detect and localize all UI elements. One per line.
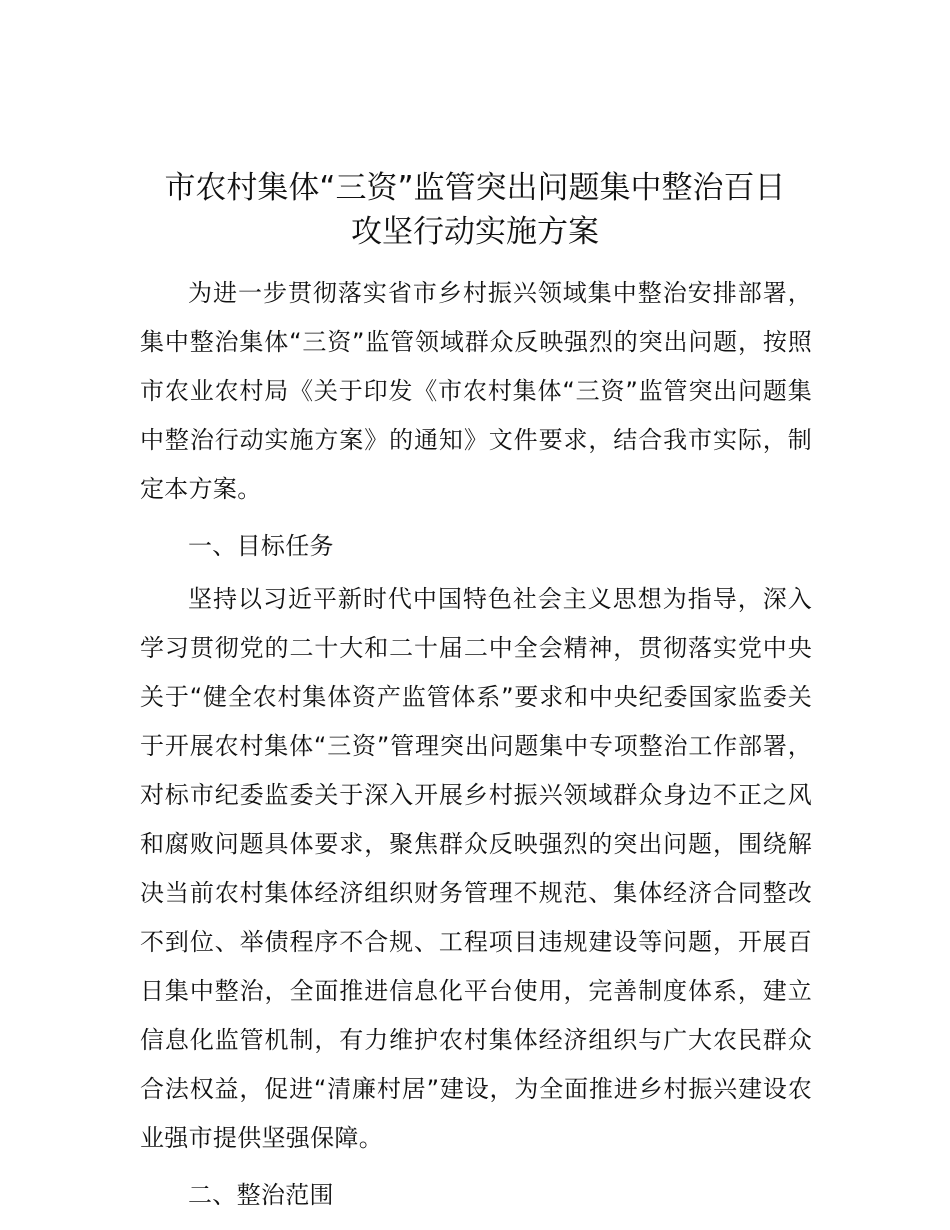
section-heading-scope: 二、整治范围 bbox=[188, 1181, 334, 1209]
section-heading-goals: 一、目标任务 bbox=[188, 532, 334, 560]
title-line-1: 市农村集体“三资”监管突出问题集中整治百日 bbox=[164, 170, 786, 206]
goals-paragraph: 坚持以习近平新时代中国特色社会主义思想为指导，深入学习贯彻党的二十大和二十届二中全会精神，贯彻落实党中央关于“健全农村集体资产监管体系”要求和中央纪委国家监委关于开展农村集体“三资”管理突出问题集中专项整治工作部署，对标市纪委监委关于深入开展乡村振兴领域群众身边不正之风和腐败问题具体要求，聚焦群众反映强烈的突出问题，围绕解决当前农村集体经济组织财务管理不规范、集体经济合同整改不到位、举债程序不合规、工程项目违规建设等问题，开展百日集中整治，全面推进信息化平台使用，完善制度体系，建立信息化监管机制，有力维护农村集体经济组织与广大农民群众合法权益，促进“清廉村居”建设，为全面推进乡村振兴建设农业强市提供坚强保障。 bbox=[140, 585, 812, 1152]
document-title bbox=[140, 166, 810, 254]
document-body bbox=[140, 269, 812, 1220]
intro-paragraph: 为进一步贯彻落实省市乡村振兴领域集中整治安排部署，集中整治集体“三资”监管领域群众反映强烈的突出问题，按照市农业农村局《关于印发《市农村集体“三资”监管突出问题集中整治行动实施方案》的通知》文件要求，结合我市实际，制定本方案。 bbox=[140, 279, 812, 503]
title-line-2: 攻坚行动实施方案 bbox=[351, 214, 599, 250]
